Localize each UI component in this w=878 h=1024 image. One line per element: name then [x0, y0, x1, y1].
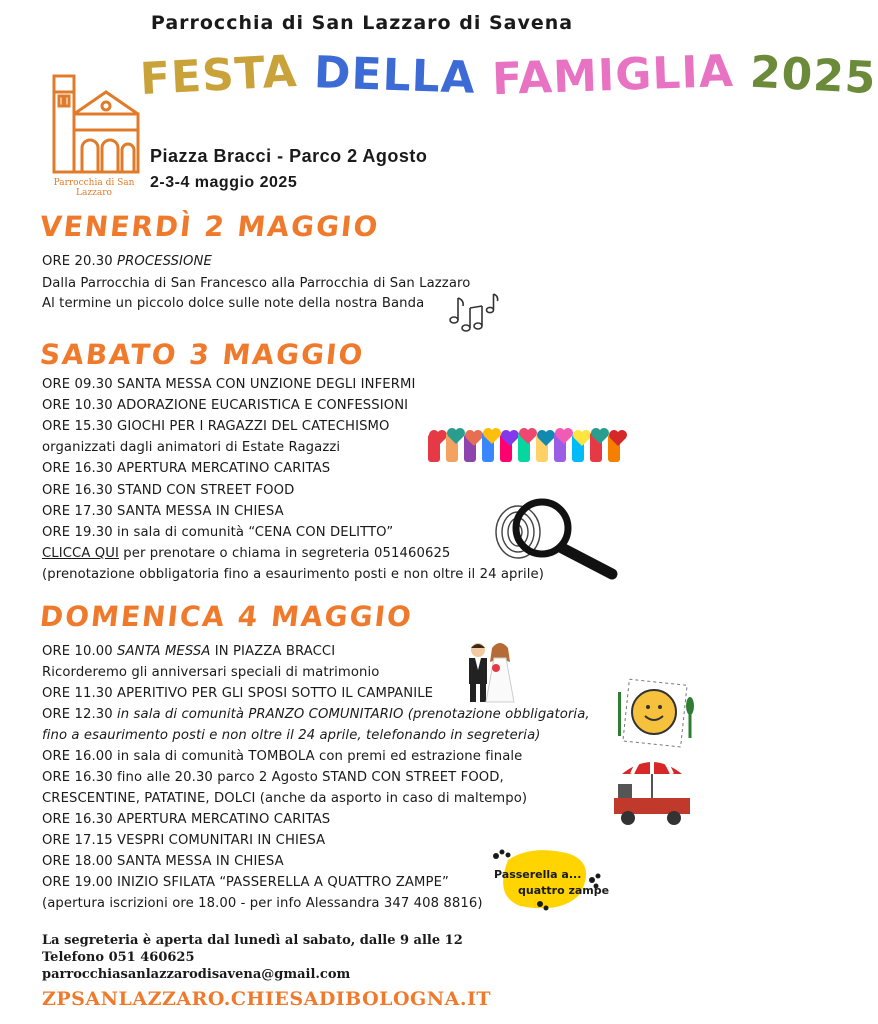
badge-line-1: Passerella a...	[494, 868, 582, 881]
church-logo-icon	[46, 70, 142, 180]
four-paws-badge	[488, 846, 610, 912]
website-link[interactable]: ZPSANLAZZARO.CHIESADIBOLOGNA.IT	[42, 988, 492, 1010]
title-word-della: DELLA	[312, 47, 477, 104]
sunday-line-3: ORE 11.30 APERITIVO PER GLI SPOSI SOTTO IL CAMPANILE	[42, 686, 434, 701]
magnifier-fingerprint-icon	[484, 494, 624, 580]
title-word-famiglia: FAMIGLIA	[491, 45, 735, 106]
saturday-line-2: ORE 10.30 ADORAZIONE EUCARISTICA E CONFESSIONI	[42, 398, 409, 413]
office-email[interactable]: parrocchiasanlazzarodisavena@gmail.com	[42, 967, 351, 982]
wedding-couple-icon	[458, 640, 522, 704]
saturday-booking-line: CLICCA QUI per prenotare o chiama in segreteria 051460625	[42, 546, 451, 561]
office-phone: Telefono 051 460625	[42, 950, 195, 965]
saturday-line-5: ORE 16.30 APERTURA MERCATINO CARITAS	[42, 461, 331, 476]
sunday-line-10: ORE 17.15 VESPRI COMUNITARI IN CHIESA	[42, 833, 326, 848]
sunday-line-4: ORE 12.30 in sala di comunità PRANZO COMUNITARIO (prenotazione obbligatoria,	[42, 707, 590, 722]
friday-line-2: Dalla Parrocchia di San Francesco alla Parrocchia di San Lazzaro	[42, 276, 471, 291]
sunday-line-13: (apertura iscrizioni ore 18.00 - per info Alessandra 347 408 8816)	[42, 896, 483, 911]
sunday-line-6: ORE 16.00 in sala di comunità TOMBOLA con premi ed estrazione finale	[42, 749, 523, 764]
friday-heading: VENERDÌ 2 MAGGIO	[38, 210, 382, 243]
plate-smile-icon	[612, 676, 696, 750]
friday-line-3: Al termine un piccolo dolce sulle note della nostra Banda	[42, 296, 425, 311]
event-dates: 2-3-4 maggio 2025	[150, 174, 298, 191]
sunday-heading: DOMENICA 4 MAGGIO	[38, 600, 415, 633]
event-title	[138, 45, 878, 106]
food-cart-icon	[608, 752, 696, 828]
parish-name: Parrocchia di San Lazzaro di Savena	[150, 12, 574, 34]
title-word-festa: FESTA	[138, 45, 299, 106]
logo-caption: Parrocchia di San Lazzaro	[53, 178, 135, 198]
sunday-line-11: ORE 18.00 SANTA MESSA IN CHIESA	[42, 854, 284, 869]
title-year: 2025	[748, 46, 878, 105]
office-hours: La segreteria è aperta dal lunedì al sabato, dalle 9 alle 12	[42, 933, 463, 948]
colorful-hands-icon	[424, 420, 628, 466]
saturday-line-8: ORE 19.30 in sala di comunità “CENA CON DELITTO”	[42, 525, 394, 540]
sunday-line-5: fino a esaurimento posti e non oltre il 24 aprile, telefonando in segreteria)	[42, 728, 541, 743]
sunday-line-7: ORE 16.30 fino alle 20.30 parco 2 Agosto STAND CON STREET FOOD,	[42, 770, 504, 785]
saturday-note: (prenotazione obbligatoria fino a esaurimento posti e non oltre il 24 aprile)	[42, 567, 545, 582]
music-notes-icon	[444, 290, 500, 336]
saturday-line-3: ORE 15.30 GIOCHI PER I RAGAZZI DEL CATECHISMO	[42, 419, 390, 434]
sunday-line-9: ORE 16.30 APERTURA MERCATINO CARITAS	[42, 812, 331, 827]
saturday-line-7: ORE 17.30 SANTA MESSA IN CHIESA	[42, 504, 284, 519]
sunday-line-12: ORE 19.00 INIZIO SFILATA “PASSERELLA A QUATTRO ZAMPE”	[42, 875, 449, 890]
sunday-line-1: ORE 10.00 SANTA MESSA IN PIAZZA BRACCI	[42, 644, 336, 659]
event-place: Piazza Bracci - Parco 2 Agosto	[150, 146, 428, 166]
booking-link[interactable]: CLICCA QUI	[42, 546, 119, 561]
saturday-line-6: ORE 16.30 STAND CON STREET FOOD	[42, 483, 295, 498]
badge-line-2: quattro zampe	[518, 884, 610, 897]
saturday-line-1: ORE 09.30 SANTA MESSA CON UNZIONE DEGLI INFERMI	[42, 377, 416, 392]
saturday-line-4: organizzati dagli animatori di Estate Ragazzi	[42, 440, 341, 455]
sunday-line-8: CRESCENTINE, PATATINE, DOLCI (anche da asporto in caso di maltempo)	[42, 791, 528, 806]
friday-line-1: ORE 20.30 PROCESSIONE	[42, 254, 212, 269]
saturday-heading: SABATO 3 MAGGIO	[38, 338, 367, 371]
sunday-line-2: Ricorderemo gli anniversari speciali di matrimonio	[42, 665, 380, 680]
